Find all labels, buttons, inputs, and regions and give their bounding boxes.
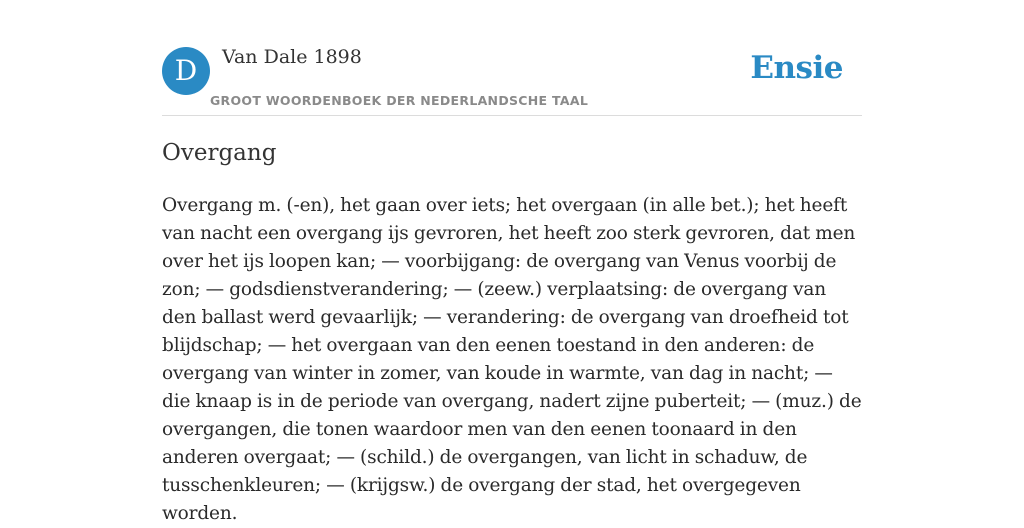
avatar-letter: D (174, 54, 198, 87)
source-title[interactable]: Van Dale 1898 (222, 46, 362, 68)
source-subtitle: GROOT WOORDENBOEK DER NEDERLANDSCHE TAAL (210, 93, 589, 108)
entry-headword: Overgang (162, 140, 277, 166)
source-avatar (162, 47, 210, 95)
brand-logo[interactable]: Ensie (750, 50, 843, 86)
entry-definition: Overgang m. (-en), het gaan over iets; het overgaan (in alle bet.); het heeft van nacht een overgang ijs gevroren, het heeft zoo sterk gevroren, dat men over het ijs loopen kan; — voorbijgang: de overgang van Venus voorbij de zon; — godsdienstverandering; — (zeew.) verplaatsing: de overgang van den ballast werd gevaarlijk; — verandering: de overgang van droefheid tot blijdschap; — het overgaan van den eenen toestand in den anderen: de overgang van winter in zomer, van koude in warmte, van dag in nacht; — die knaap is in de periode van overgang, nadert zijne puberteit; — (muz.) de overgangen, die tonen waardoor men van den eenen toonaard in den anderen overgaat; — (schild.) de overgangen, van licht in schaduw, de tusschenkleuren; — (krijgsw.) de overgang der stad, het overgegeven worden. (162, 195, 862, 524)
header-divider (162, 115, 862, 116)
